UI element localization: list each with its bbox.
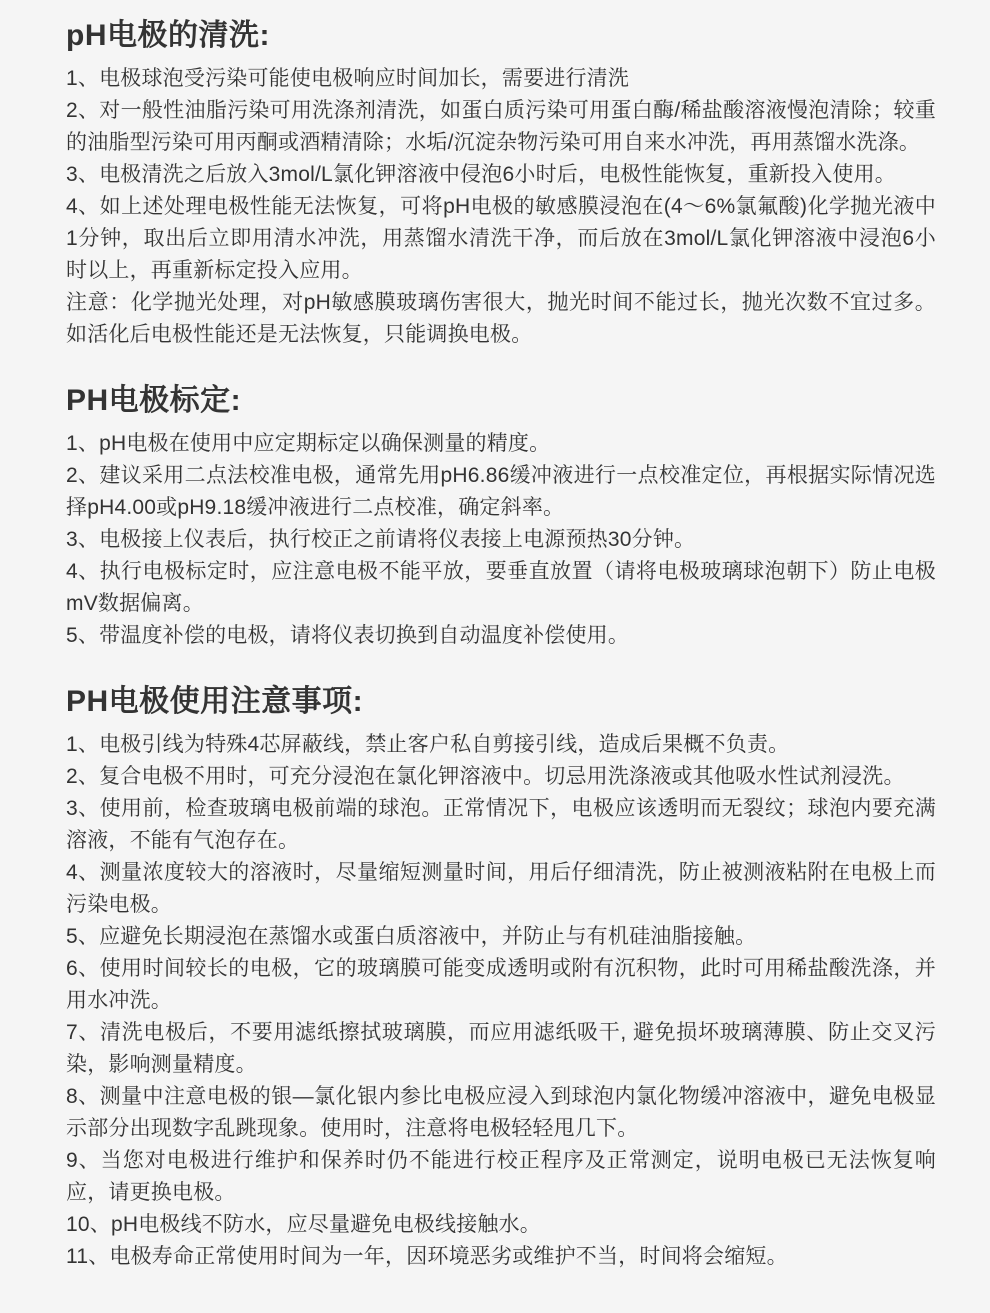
section-ph-electrode-usage-precautions [66,682,936,1273]
section-heading-precautions: PH电极使用注意事项: [66,685,364,718]
list-item: 1、pH电极在使用中应定期标定以确保测量的精度。 [66,432,551,455]
list-item: 4、执行电极标定时，应注意电极不能平放，要垂直放置（请将电极玻璃球泡朝下）防止电极mV数据偏离。 [66,560,936,615]
list-item: 3、电极清洗之后放入3mol/L氯化钾溶液中侵泡6小时后，电极性能恢复，重新投入使用。 [66,163,896,186]
list-item: 8、测量中注意电极的银—氯化银内参比电极应浸入到球泡内氯化物缓冲溶液中，避免电极显示部分出现数字乱跳现象。使用时，注意将电极轻轻甩几下。 [66,1085,936,1140]
list-item: 4、测量浓度较大的溶液时，尽量缩短测量时间，用后仔细清洗，防止被测液粘附在电极上而污染电极。 [66,861,936,916]
list-item: 11、电极寿命正常使用时间为一年，因环境恶劣或维护不当，时间将会缩短。 [66,1245,788,1268]
note-paragraph: 注意：化学抛光处理，对pH敏感膜玻璃伤害很大，抛光时间不能过长，抛光次数不宜过多。如活化后电极性能还是无法恢复，只能调换电极。 [66,291,936,346]
list-item: 2、建议采用二点法校准电极，通常先用pH6.86缓冲液进行一点校准定位，再根据实际情况选择pH4.00或pH9.18缓冲液进行二点校准，确定斜率。 [66,464,936,519]
list-item: 1、电极球泡受污染可能使电极响应时间加长，需要进行清洗 [66,67,630,90]
list-item: 7、清洗电极后，不要用滤纸擦拭玻璃膜，而应用滤纸吸干, 避免损坏玻璃薄膜、防止交叉污染，影响测量精度。 [66,1021,936,1076]
list-item: 3、电极接上仪表后，执行校正之前请将仪表接上电源预热30分钟。 [66,528,696,551]
section-heading-cleaning: pH电极的清洗: [66,19,270,52]
section-ph-electrode-cleaning [66,16,936,351]
list-item: 5、应避免长期浸泡在蒸馏水或蛋白质溶液中，并防止与有机硅油脂接触。 [66,925,757,948]
list-item: 4、如上述处理电极性能无法恢复，可将pH电极的敏感膜浸泡在(4～6%氯氟酸)化学抛光液中1分钟，取出后立即用清水冲洗，用蒸馏水清洗干净，而后放在3mol/L氯化钾溶液中浸泡6小时以上，再重新标定投入应用。 [66,195,936,282]
list-item: 10、pH电极线不防水，应尽量避免电极线接触水。 [66,1213,542,1236]
list-item: 6、使用时间较长的电极，它的玻璃膜可能变成透明或附有沉积物，此时可用稀盐酸洗涤，并用水冲洗。 [66,957,936,1012]
list-item: 5、带温度补偿的电极，请将仪表切换到自动温度补偿使用。 [66,624,630,647]
list-item: 9、当您对电极进行维护和保养时仍不能进行校正程序及正常测定，说明电极已无法恢复响应，请更换电极。 [66,1149,936,1204]
list-item: 2、复合电极不用时，可充分浸泡在氯化钾溶液中。切忌用洗涤液或其他吸水性试剂浸洗。 [66,765,905,788]
list-item: 3、使用前，检查玻璃电极前端的球泡。正常情况下，电极应该透明而无裂纹；球泡内要充满溶液，不能有气泡存在。 [66,797,936,852]
list-item: 2、对一般性油脂污染可用洗涤剂清洗，如蛋白质污染可用蛋白酶/稀盐酸溶液慢泡清除；较重的油脂型污染可用丙酮或酒精清除；水垢/沉淀杂物污染可用自来水冲洗，再用蒸馏水洗涤。 [66,99,936,154]
section-ph-electrode-calibration [66,381,936,652]
section-heading-calibration: PH电极标定: [66,384,242,417]
list-item: 1、电极引线为特殊4芯屏蔽线，禁止客户私自剪接引线，造成后果概不负责。 [66,733,790,756]
